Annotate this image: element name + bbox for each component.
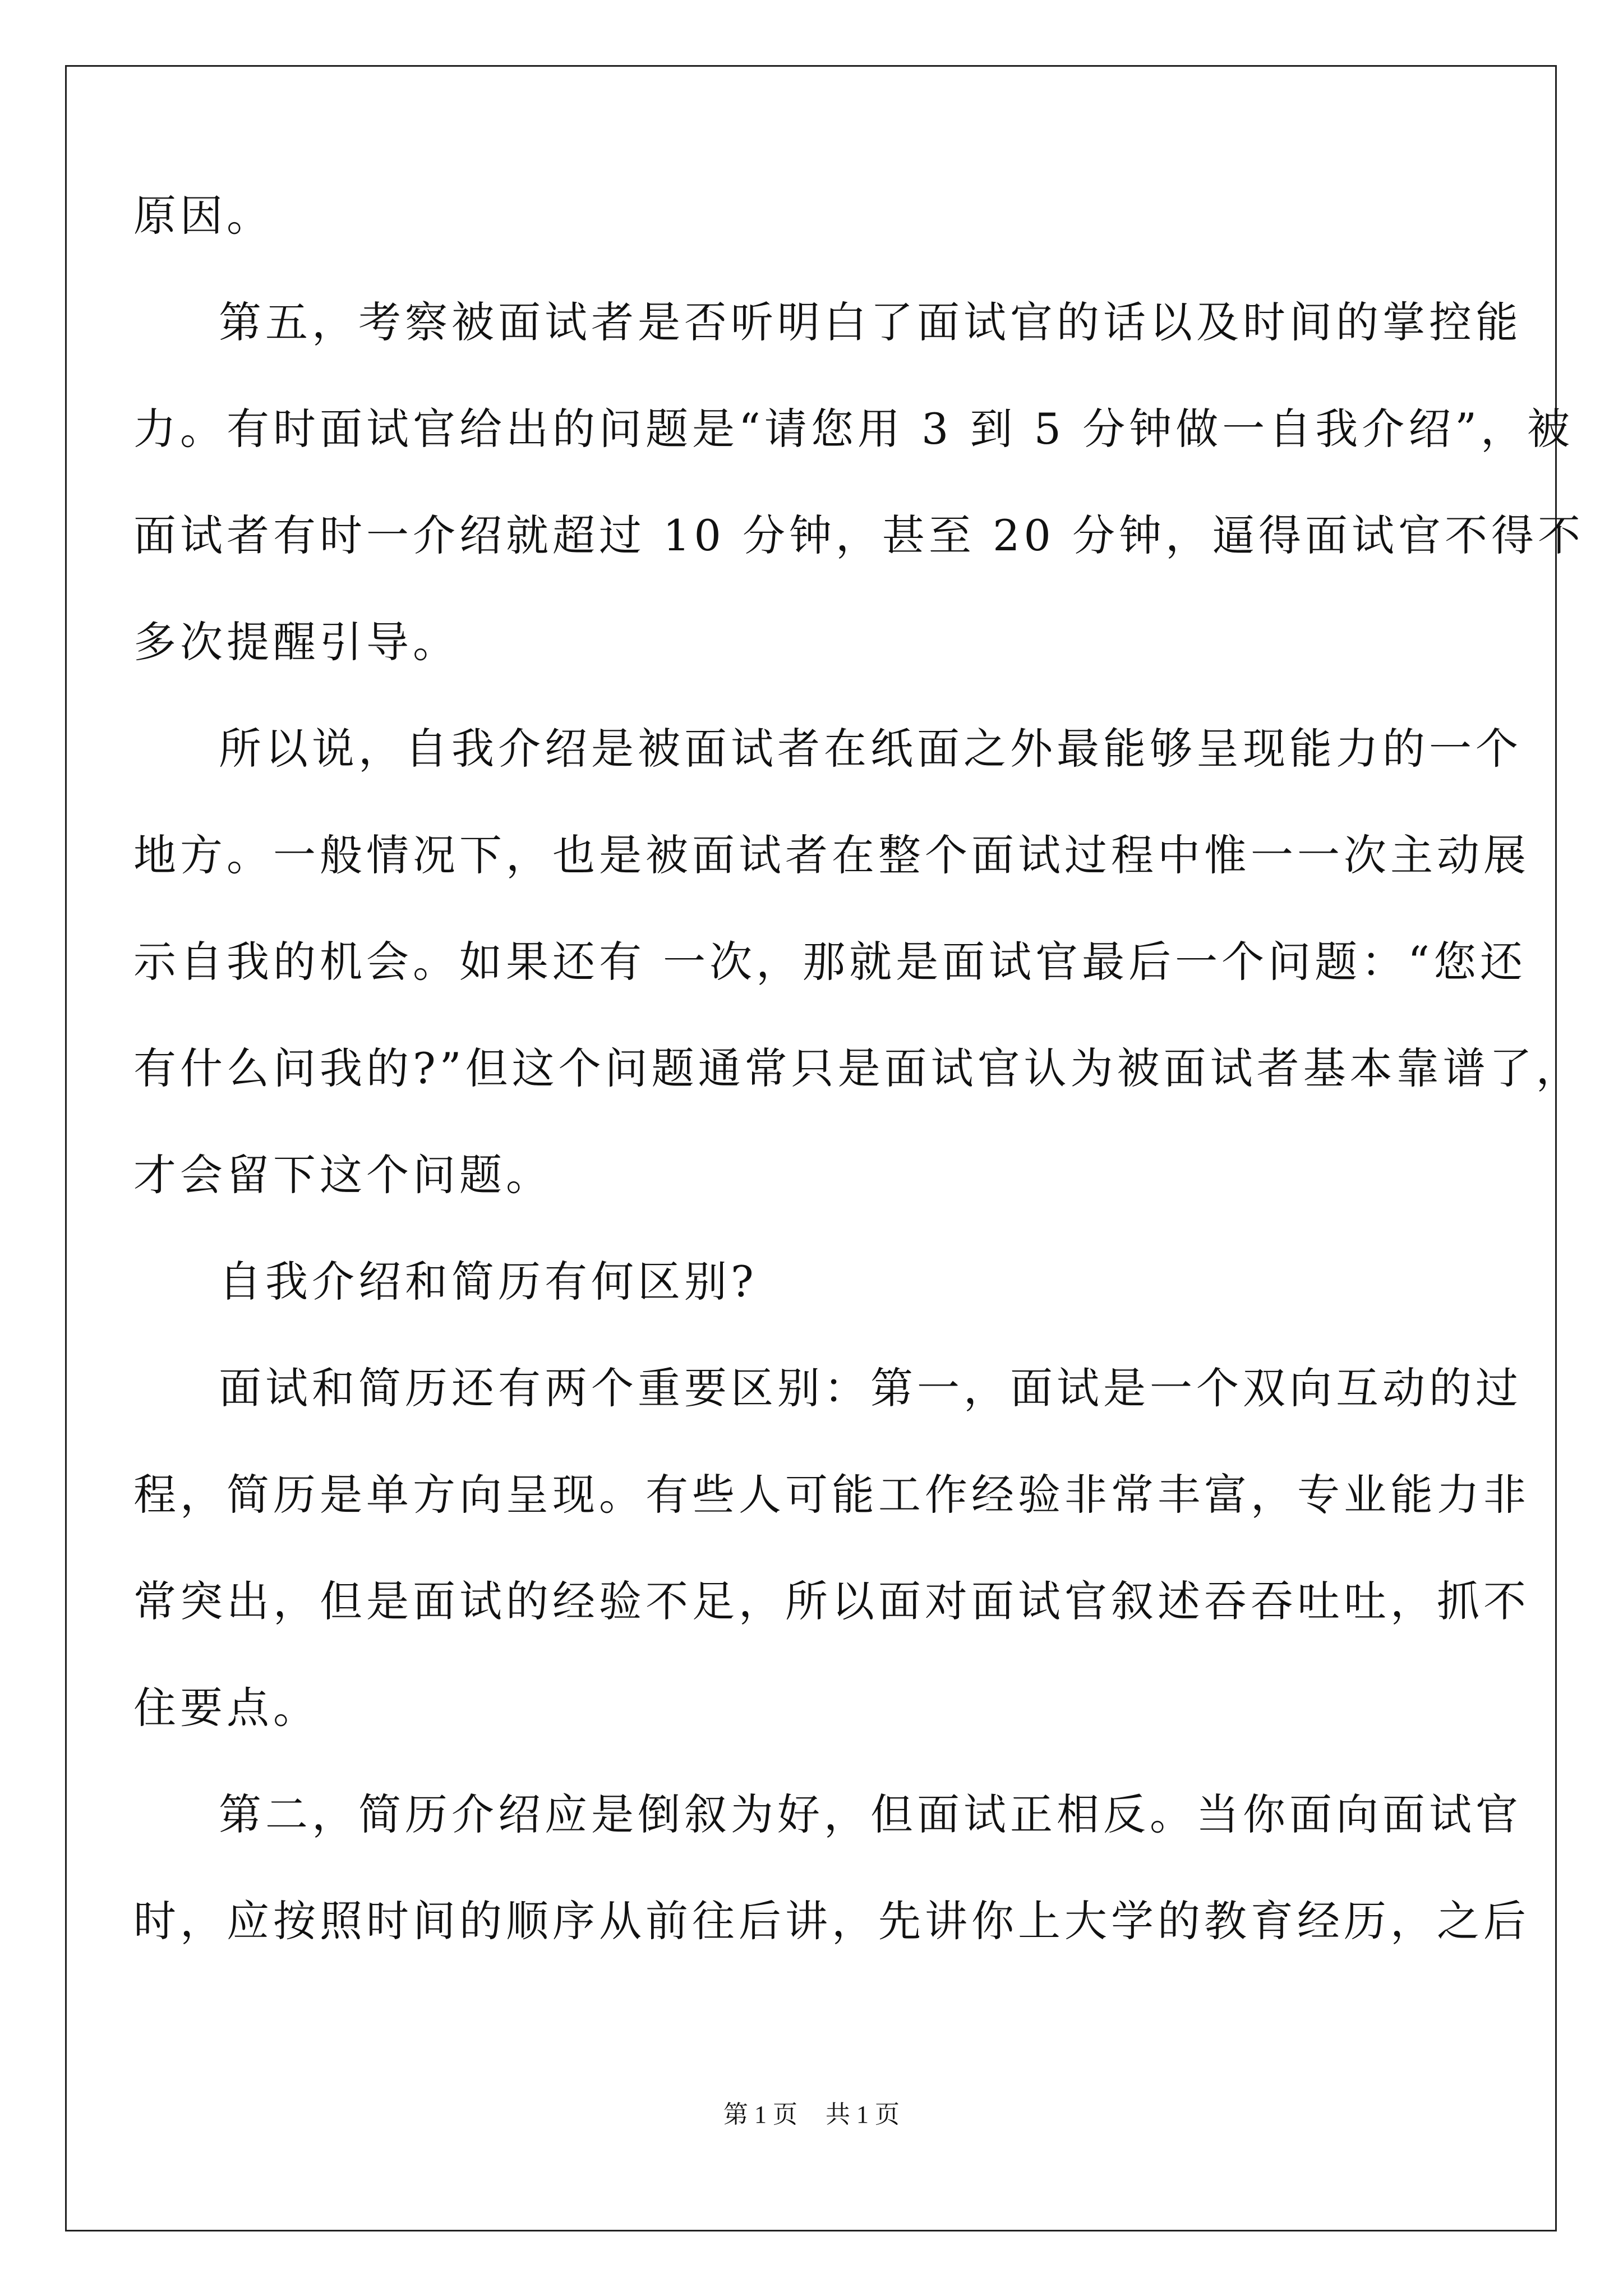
text-line: 常突出，但是面试的经验不足，所以面对面试官叙述吞吞吐吐，抓不 [133,1576,1530,1626]
text-line: 才会留下这个问题。 [133,1150,552,1200]
text-line: 住要点。 [133,1683,320,1733]
text-line: 力。有时面试官给出的问题是“请您用 3 到 5 分钟做一自我介绍”，被 [133,404,1574,454]
page-total: 共 1 页 [826,2101,900,2128]
text-line: 第二，简历介绍应是倒叙为好，但面试正相反。当你面向面试官 [219,1789,1522,1839]
text-line: 有什么问我的?”但这个问题通常只是面试官认为被面试者基本靠谱了， [133,1043,1583,1093]
text-line: 示自我的机会。如果还有 一次，那就是面试官最后一个问题：“您还 [133,937,1527,987]
text-line: 面试和简历还有两个重要区别：第一，面试是一个双向互动的过 [219,1363,1522,1413]
text-line: 时，应按照时间的顺序从前往后讲，先讲你上大学的教育经历，之后 [133,1896,1530,1946]
section-heading: 自我介绍和简历有何区别? [219,1257,758,1306]
text-line: 多次提醒引导。 [133,617,459,667]
text-line: 原因。 [133,191,273,241]
text-line: 地方。一般情况下，也是被面试者在整个面试过程中惟一一次主动展 [133,830,1530,880]
text-line: 程，简历是单方向呈现。有些人可能工作经验非常丰富，专业能力非 [133,1470,1530,1520]
page-number: 第 1 页 [723,2101,797,2128]
page-footer [0,2098,1623,2132]
text-line: 第五，考察被面试者是否听明白了面试官的话以及时间的掌控能 [219,297,1522,347]
text-line: 所以说，自我介绍是被面试者在纸面之外最能够呈现能力的一个 [219,724,1522,774]
text-line: 面试者有时一介绍就超过 10 分钟，甚至 20 分钟，逼得面试官不得不 [133,510,1585,560]
